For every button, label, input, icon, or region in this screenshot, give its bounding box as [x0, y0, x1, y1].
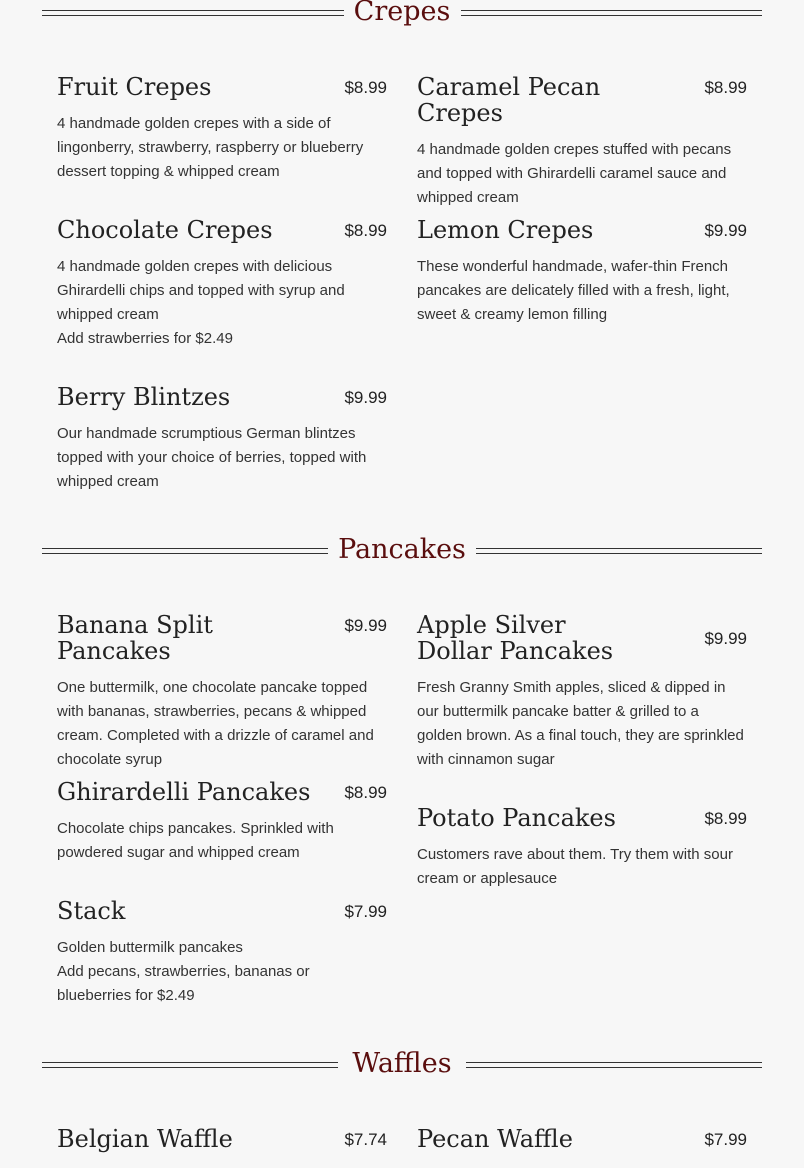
menu-item-chocolate-crepes: [57, 217, 387, 351]
item-price: $8.99: [344, 221, 387, 240]
item-name: Berry Blintzes: [57, 383, 231, 411]
description-line: One buttermilk, one chocolate pancake topped with bananas, strawberries, pecans & whipped cream. Completed with a drizzle of caramel and chocolate syrup: [57, 679, 374, 768]
menu-item-fruit-crepes: [57, 74, 387, 184]
item-description: [57, 817, 387, 865]
item-name: Stack: [57, 897, 126, 925]
description-line: Customers rave about them. Try them with sour cream or applesauce: [417, 846, 733, 887]
item-description: [57, 255, 387, 351]
menu-item-potato-pancakes: [417, 805, 747, 891]
item-name: Caramel Pecan Crepes: [417, 73, 601, 127]
description-line: Add strawberries for $2.49: [57, 330, 233, 347]
menu-item-ghirardelli-pancakes: [57, 779, 387, 865]
menu-item-lemon-crepes: [417, 217, 747, 327]
description-line: 4 handmade golden crepes stuffed with pecans and topped with Ghirardelli caramel sauce and whipped cream: [417, 141, 732, 206]
item-name: Fruit Crepes: [57, 73, 212, 101]
item-description: [57, 676, 387, 772]
menu-item-apple-silver-dollar-pancakes: [417, 612, 747, 772]
section-header-pancakes: [42, 530, 762, 570]
item-price: $9.99: [704, 221, 747, 240]
menu-item-pecan-waffle: [417, 1126, 747, 1152]
item-name: Belgian Waffle: [57, 1125, 233, 1153]
description-line: 4 handmade golden crepes with delicious Ghirardelli chips and topped with syrup and whipped cream: [57, 258, 345, 323]
item-name: Potato Pancakes: [417, 804, 616, 832]
description-line: Golden buttermilk pancakes: [57, 939, 243, 956]
menu-item-banana-split-pancakes: [57, 612, 387, 772]
item-price: $8.99: [704, 809, 747, 828]
item-price: $7.74: [344, 1130, 387, 1149]
item-name: Ghirardelli Pancakes: [57, 778, 311, 806]
section-header-crepes: [42, 0, 762, 32]
item-description: [417, 255, 747, 327]
section-header-waffles: [42, 1044, 762, 1084]
item-price: $8.99: [704, 78, 747, 97]
item-name: Lemon Crepes: [417, 216, 594, 244]
description-line: Fresh Granny Smith apples, sliced & dipped in our buttermilk pancake batter & grilled to a golden brown. As a final touch, they are sprinkled with cinnamon sugar: [417, 679, 744, 768]
item-price: $8.99: [344, 78, 387, 97]
description-line: Chocolate chips pancakes. Sprinkled with powdered sugar and whipped cream: [57, 820, 334, 861]
item-name: Pecan Waffle: [417, 1125, 573, 1153]
menu-item-belgian-waffle: [57, 1126, 387, 1152]
item-price: $9.99: [344, 616, 387, 635]
item-name: Chocolate Crepes: [57, 216, 273, 244]
item-price: $8.99: [344, 783, 387, 802]
item-price: $9.99: [704, 629, 747, 648]
item-description: [57, 936, 387, 1008]
item-description: [417, 843, 747, 891]
description-line: These wonderful handmade, wafer-thin French pancakes are delicately filled with a fresh, light, sweet & creamy lemon filling: [417, 258, 730, 323]
description-line: 4 handmade golden crepes with a side of lingonberry, strawberry, raspberry or blueberry dessert topping & whipped cream: [57, 115, 364, 180]
item-description: [57, 422, 387, 494]
item-name: Apple Silver Dollar Pancakes: [417, 611, 614, 665]
menu-item-caramel-pecan-crepes: [417, 74, 747, 210]
item-description: [417, 138, 747, 210]
menu-item-berry-blintzes: [57, 384, 387, 494]
item-price: $9.99: [344, 388, 387, 407]
item-name: Banana Split Pancakes: [57, 611, 213, 665]
item-price: $7.99: [704, 1130, 747, 1149]
description-line: Our handmade scrumptious German blintzes topped with your choice of berries, topped with whipped cream: [57, 425, 367, 490]
section-title: Crepes: [353, 0, 451, 27]
item-description: [417, 676, 747, 772]
item-description: [57, 112, 387, 184]
item-price: $7.99: [344, 902, 387, 921]
section-title: Pancakes: [338, 534, 466, 565]
section-title: Waffles: [352, 1048, 452, 1079]
description-line: Add pecans, strawberries, bananas or blueberries for $2.49: [57, 963, 310, 1004]
menu-item-stack: [57, 898, 387, 1008]
